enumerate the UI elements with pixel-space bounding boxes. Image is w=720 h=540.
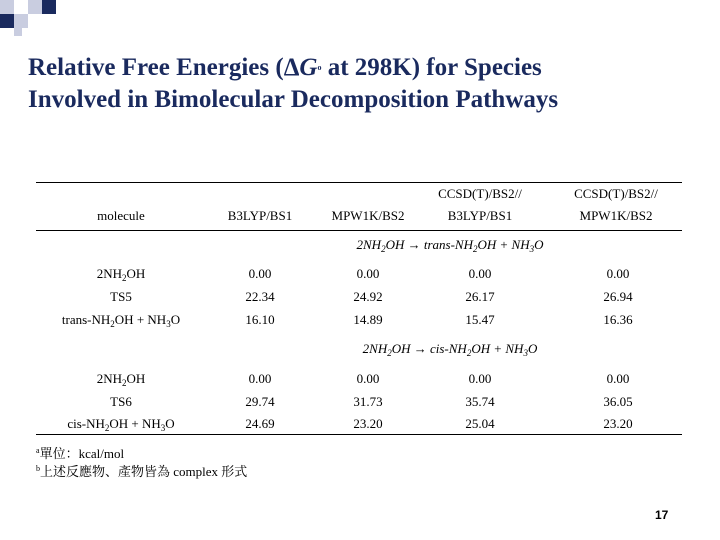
value-cell: 16.10: [245, 312, 275, 327]
value-cell: 23.20: [353, 416, 383, 431]
value-cell: 29.74: [245, 394, 275, 409]
header-ccsd-mpw1k-bottom: MPW1K/BS2: [579, 208, 653, 223]
deco-square: [0, 0, 14, 14]
title-line-1: Relative Free Energies ($\Delta G^o$ at 298K) for Species: [28, 54, 542, 81]
value-cell: 0.00: [606, 371, 630, 386]
molecule-name: $2NH_2OH$: [96, 266, 146, 283]
value-cell: 25.04: [465, 416, 495, 431]
value-cell: 24.92: [353, 289, 383, 304]
table-header-rule: [36, 230, 682, 231]
deco-square: [14, 14, 28, 28]
header-mpw1k: MPW1K/BS2: [331, 208, 405, 223]
value-cell: 26.94: [603, 289, 633, 304]
reaction-label: $2NH_2OH \to cis-NH_2OH + NH_3O$: [362, 341, 538, 358]
deco-square: [14, 28, 22, 36]
footnote-units: $^a$單位：kcal/mol: [36, 446, 125, 461]
header-ccsd-mpw1k-top: CCSD(T)/BS2//: [574, 186, 658, 201]
value-cell: 14.89: [353, 312, 383, 327]
value-cell: 26.17: [465, 289, 495, 304]
value-cell: 35.74: [465, 394, 495, 409]
value-cell: 0.00: [468, 371, 492, 386]
footnote-complex: $^b$上述反應物、產物皆為 complex 形式: [36, 464, 248, 479]
value-cell: 36.05: [603, 394, 633, 409]
deco-square: [42, 0, 56, 14]
page-number: 17: [655, 508, 669, 522]
deco-square: [28, 0, 42, 14]
value-cell: 0.00: [356, 371, 380, 386]
deco-square: [0, 14, 14, 28]
reaction-label: $2NH_2OH$ → trans-$NH_2OH + NH_3O$: [356, 237, 544, 254]
value-cell: 23.20: [603, 416, 633, 431]
value-cell: 15.47: [465, 312, 495, 327]
value-cell: 24.69: [245, 416, 275, 431]
molecule-name: $2NH_2OH$: [96, 371, 146, 388]
header-ccsd-b3lyp-bottom: B3LYP/BS1: [447, 208, 513, 223]
value-cell: 0.00: [248, 266, 272, 281]
value-cell: 22.34: [245, 289, 275, 304]
value-cell: 31.73: [353, 394, 383, 409]
header-molecule: molecule: [97, 208, 145, 223]
molecule-name: TS6: [110, 394, 132, 409]
title-line-2: Involved in Bimolecular Decomposition Pathways: [28, 86, 559, 113]
value-cell: 16.36: [603, 312, 633, 327]
molecule-name: TS5: [110, 289, 132, 304]
molecule-name: cis-$NH_2OH + NH_3O$: [67, 416, 175, 433]
table-bottom-rule: [36, 434, 682, 435]
table-top-rule: [36, 182, 682, 183]
deco-square: [14, 0, 28, 14]
value-cell: 0.00: [248, 371, 272, 386]
value-cell: 0.00: [356, 266, 380, 281]
header-ccsd-b3lyp-top: CCSD(T)/BS2//: [438, 186, 522, 201]
slide-title: [28, 52, 688, 116]
molecule-name: trans-$NH_2OH + NH_3O$: [61, 312, 181, 329]
value-cell: 0.00: [468, 266, 492, 281]
value-cell: 0.00: [606, 266, 630, 281]
header-b3lyp: B3LYP/BS1: [227, 208, 293, 223]
